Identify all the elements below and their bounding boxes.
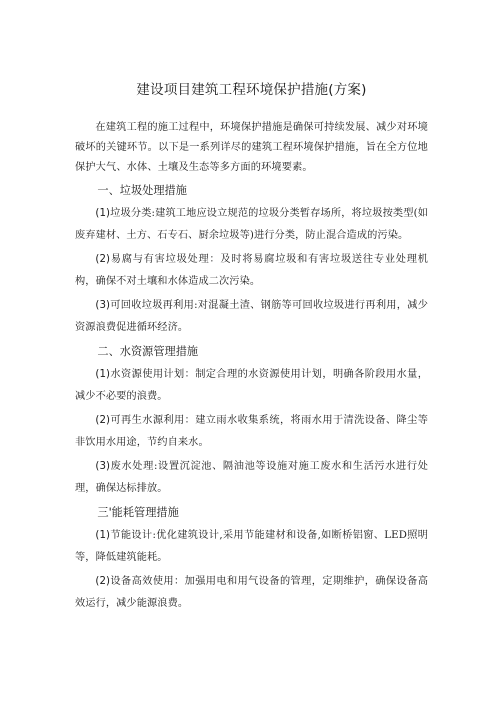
section-heading: 一、垃圾处理措施 xyxy=(97,184,187,197)
item-number: (1) xyxy=(95,369,111,380)
item-text: 垃圾分类:建筑工地应设立规范的垃圾分类暂存场所，将垃圾按类型(如废弃建材、土方、石专石、厨余垃圾等)进行分类，防止混合造成的污染。 xyxy=(75,208,428,241)
item-text: 水资源使用计划：制定合理的水资源使用计划，明确各阶段用水量，减少不必要的浪费。 xyxy=(75,369,428,402)
list-item xyxy=(75,525,428,568)
item-text: 可回收垃圾再利用:对混凝土渣、钢筋等可回收垃圾进行再利用，减少资源浪费促进循环经济。 xyxy=(75,300,428,333)
list-item xyxy=(75,571,428,614)
item-number: (3) xyxy=(95,300,111,311)
item-number: (1) xyxy=(95,208,111,219)
section-heading: 三'能耗管理措施 xyxy=(97,506,179,519)
list-item xyxy=(75,203,428,246)
list-item xyxy=(75,364,428,407)
item-number: (2) xyxy=(95,254,111,265)
intro-paragraph: 在建筑工程的施工过程中，环境保护措施是确保可持续发展、减少对环境破坏的关键环节。以下是一系列详尽的建筑工程环境保护措施，旨在全方位地保护大气、水体、土壤及生态等多方面的环境要素。 xyxy=(75,122,428,173)
section-water xyxy=(75,341,428,499)
list-item xyxy=(75,456,428,499)
page-title: 建设项目建筑工程环境保护措施(方案) xyxy=(136,82,367,98)
section-energy xyxy=(75,502,428,614)
item-text: 易腐与有害垃圾处理：及时将易腐垃圾和有害垃圾送往专业处理机构，确保不对土壤和水体造成二次污染。 xyxy=(75,254,428,287)
list-item xyxy=(75,295,428,338)
section-heading: 二、水资源管理措施 xyxy=(97,345,199,358)
item-number: (2) xyxy=(95,415,111,426)
section-garbage xyxy=(75,180,428,338)
item-text: 废水处理:设置沉淀池、隔油池等设施对施工废水和生活污水进行处理，确保达标排放。 xyxy=(75,461,428,494)
list-item xyxy=(75,410,428,453)
item-text: 可再生水源利用：建立雨水收集系统，将雨水用于清洗设备、降尘等非饮用水用途，节约自来水。 xyxy=(75,415,428,448)
item-text: 节能设计:优化建筑设计,采用节能建材和设备,如断桥铝窗、LED照明等，降低建筑能耗。 xyxy=(75,530,428,563)
item-text: 设备高效使用：加强用电和用气设备的管理，定期维护，确保设备高效运行，减少能源浪费。 xyxy=(75,576,428,609)
item-number: (2) xyxy=(95,576,111,587)
item-number: (3) xyxy=(95,461,111,472)
list-item xyxy=(75,249,428,292)
item-number: (1) xyxy=(95,530,111,541)
